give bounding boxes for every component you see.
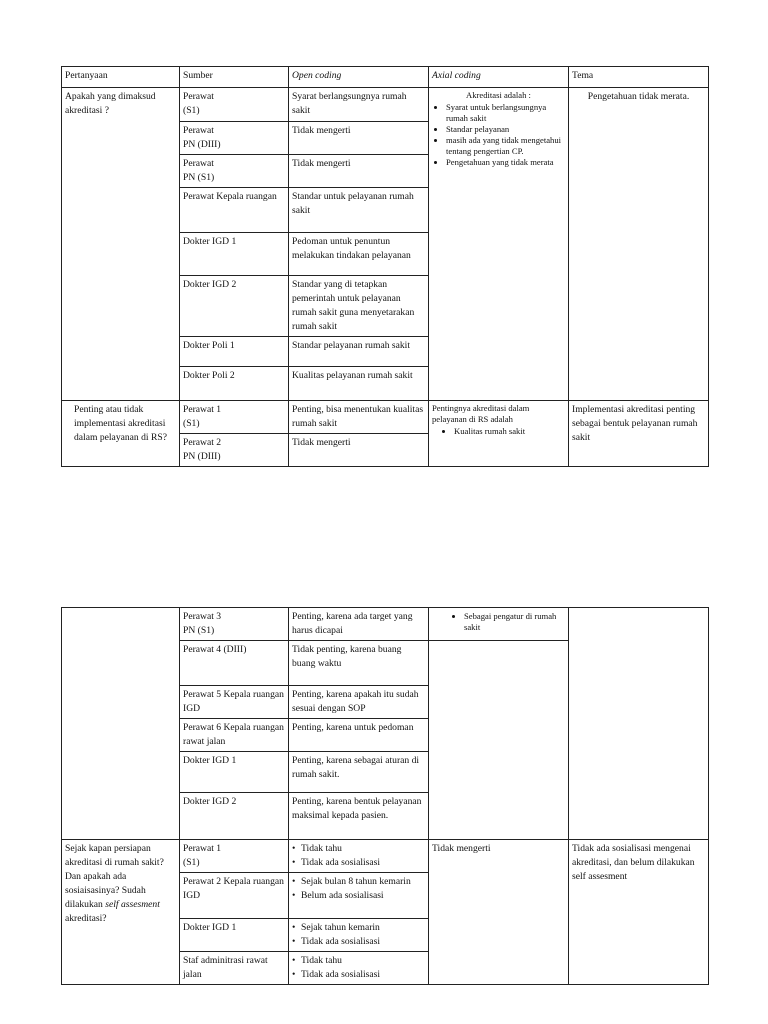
sumber-cell: Perawat 2 PN (DIII) (180, 434, 289, 467)
list-item: • Standar pelayanan (446, 124, 565, 135)
open-coding-cell: Kualitas pelayanan rumah sakit (289, 367, 429, 401)
answer-list (292, 921, 425, 949)
list-item: • Tidak tahu (292, 842, 425, 856)
table-row (62, 840, 709, 873)
open-coding-cell: Tidak mengerti (289, 434, 429, 467)
sumber-cell: Dokter IGD 1 (180, 919, 289, 952)
header-tema: Tema (569, 67, 709, 88)
header-open-coding: Open coding (289, 67, 429, 88)
tema-cell: Pengetahuan tidak merata. (569, 88, 709, 401)
table-header-row (62, 67, 709, 88)
list-item: • Tidak ada sosialisasi (292, 968, 425, 982)
table-row (62, 401, 709, 434)
list-item: • masih ada yang tidak mengetahui tentang pengertian CP. (446, 135, 565, 157)
open-coding-cell: Penting, bisa menentukan kualitas rumah sakit (289, 401, 429, 434)
sumber-cell: Perawat PN (S1) (180, 155, 289, 188)
axial-coding-cell: Tidak mengerti (429, 840, 569, 985)
sumber-cell: Staf adminitrasi rawat jalan (180, 952, 289, 985)
sumber-cell: Dokter Poli 2 (180, 367, 289, 401)
open-coding-cell: Penting, karena ada target yang harus dicapai (289, 608, 429, 641)
open-coding-cell: Standar yang di tetapkan pemerintah untuk pelayanan rumah sakit guna menyetarakan rumah sakit (289, 276, 429, 337)
question-cell: Penting atau tidak implementasi akreditasi dalam pelayanan di RS? (62, 401, 180, 467)
list-item: • Tidak ada sosialisasi (292, 856, 425, 870)
header-axial-coding: Axial coding (429, 67, 569, 88)
sumber-cell: Dokter IGD 1 (180, 233, 289, 276)
sumber-cell: Perawat 1 (S1) (180, 401, 289, 434)
axial-coding-cell (429, 88, 569, 401)
tema-cell: Tidak ada sosialisasi mengenai akreditasi, dan belum dilakukan self assesment (569, 840, 709, 985)
sumber-cell: Perawat 1 (S1) (180, 840, 289, 873)
sumber-cell: Perawat 3 PN (S1) (180, 608, 289, 641)
sumber-cell: Perawat 2 Kepala ruangan IGD (180, 873, 289, 919)
question-cell: Apakah yang dimaksud akreditasi ? (62, 88, 180, 401)
axial-coding-cell (429, 401, 569, 467)
open-coding-cell (289, 952, 429, 985)
list-item: • Sejak tahun kemarin (292, 921, 425, 935)
open-coding-cell: Syarat berlangsungnya rumah sakit (289, 88, 429, 122)
list-item: • Kualitas rumah sakit (454, 426, 565, 437)
table-row (62, 608, 709, 641)
sumber-cell: Perawat Kepala ruangan (180, 188, 289, 233)
answer-list (292, 842, 425, 870)
open-coding-cell: Tidak mengerti (289, 155, 429, 188)
list-item: • Syarat untuk berlangsungnya rumah sakit (446, 102, 565, 124)
list-item: • Sebagai pengatur di rumah sakit (464, 611, 565, 633)
open-coding-cell (289, 873, 429, 919)
list-item: • Tidak ada sosialisasi (292, 935, 425, 949)
list-item: • Sejak bulan 8 tahun kemarin (292, 875, 425, 889)
coding-table-2 (61, 607, 709, 985)
open-coding-cell: Penting, karena sebagai aturan di rumah sakit. (289, 752, 429, 793)
axial-list (432, 611, 565, 633)
tema-cell (569, 608, 709, 840)
open-coding-cell: Standar pelayanan rumah sakit (289, 337, 429, 367)
axial-list (432, 426, 565, 437)
sumber-cell: Dokter Poli 1 (180, 337, 289, 367)
sumber-cell: Dokter IGD 2 (180, 276, 289, 337)
axial-coding-cell (429, 608, 569, 641)
axial-title: Pentingnya akreditasi dalam pelayanan di RS adalah (432, 403, 530, 424)
coding-table-1 (61, 66, 709, 467)
open-coding-cell: Standar untuk pelayanan rumah sakit (289, 188, 429, 233)
sumber-cell: Perawat PN (DIII) (180, 122, 289, 155)
answer-list (292, 875, 425, 903)
header-pertanyaan: Pertanyaan (62, 67, 180, 88)
header-sumber: Sumber (180, 67, 289, 88)
table-row (62, 88, 709, 122)
sumber-cell: Perawat 6 Kepala ruangan rawat jalan (180, 719, 289, 752)
sumber-cell: Dokter IGD 1 (180, 752, 289, 793)
sumber-cell: Perawat 5 Kepala ruangan IGD (180, 686, 289, 719)
axial-title: Akreditasi adalah : (466, 90, 531, 100)
question-cell (62, 608, 180, 840)
open-coding-cell: Penting, karena bentuk pelayanan maksimal kepada pasien. (289, 793, 429, 840)
answer-list (292, 954, 425, 982)
sumber-cell: Perawat 4 (DIII) (180, 641, 289, 686)
tema-cell: Implementasi akreditasi penting sebagai bentuk pelayanan rumah sakit (569, 401, 709, 467)
list-item: • Tidak tahu (292, 954, 425, 968)
question-text-end: akreditasi? (65, 913, 107, 924)
open-coding-cell (289, 840, 429, 873)
list-item: • Belum ada sosialisasi (292, 889, 425, 903)
list-item: • Pengetahuan yang tidak merata (446, 157, 565, 168)
axial-coding-cell (429, 641, 569, 840)
open-coding-cell: Penting, karena apakah itu sudah sesuai dengan SOP (289, 686, 429, 719)
question-emphasis: self assesment (105, 899, 160, 910)
open-coding-cell: Penting, karena untuk pedoman (289, 719, 429, 752)
sumber-cell: Dokter IGD 2 (180, 793, 289, 840)
open-coding-cell (289, 919, 429, 952)
question-text: Sejak kapan persiapan akreditasi di rumah sakit? Dan apakah ada sosiaisasinya? Sudah dilakukan (65, 843, 164, 910)
open-coding-cell: Tidak mengerti (289, 122, 429, 155)
sumber-cell: Perawat (S1) (180, 88, 289, 122)
open-coding-cell: Tidak penting, karena buang buang waktu (289, 641, 429, 686)
open-coding-cell: Pedoman untuk penuntun melakukan tindakan pelayanan (289, 233, 429, 276)
question-cell (62, 840, 180, 985)
axial-list (432, 102, 565, 168)
